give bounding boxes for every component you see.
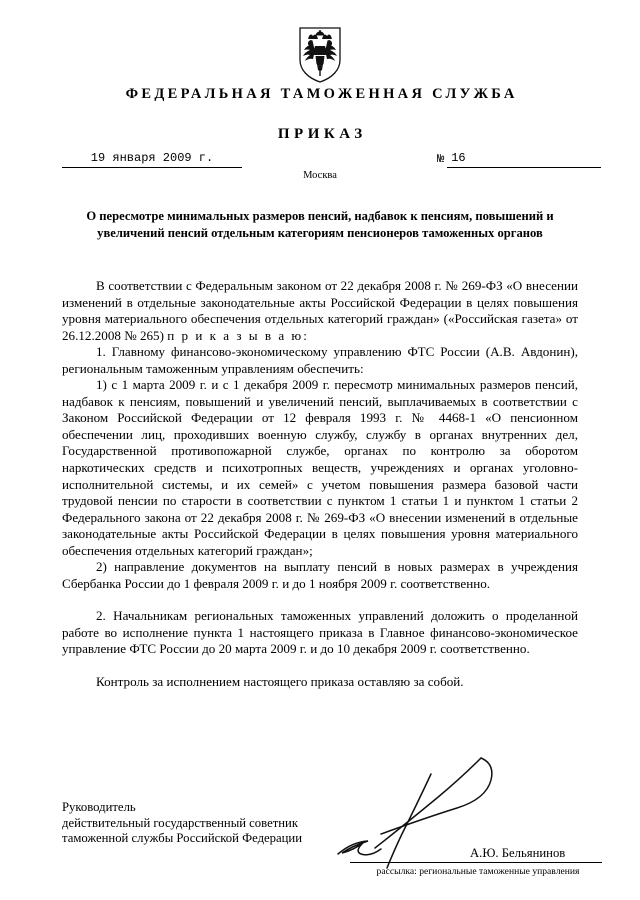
- document-subject: О пересмотре минимальных размеров пенсий, надбавок к пенсиям, повышений и увеличений пенсий отдельным категориям пенсионеров таможенных органов: [86, 209, 554, 240]
- order-verb: п р и к а з ы в а ю:: [167, 327, 309, 343]
- document-kind-heading: ПРИКАЗ: [277, 126, 367, 142]
- signature-line-2: действительный государственный советник: [62, 815, 298, 830]
- document-number-block: [437, 151, 601, 168]
- paragraph-item-1-2: 2) направление документов на выплату пенсий в новых размерах в учреждения Сбербанка России до 1 февраля 2009 г. и до 1 ноября 2009 г. соответственно.: [62, 559, 578, 591]
- paragraph-gap: [62, 592, 578, 608]
- number-sign: №: [437, 152, 445, 166]
- document-body: [62, 278, 578, 691]
- city-label: Москва: [303, 170, 337, 181]
- russian-coat-of-arms-icon: [296, 26, 344, 84]
- paragraph-item-1: 1. Главному финансово-экономическому управлению ФТС России (А.В. Авдонин), региональным таможенным управлениям обеспечить:: [62, 344, 578, 376]
- paragraph-control: Контроль за исполнением настоящего приказа оставляю за собой.: [96, 674, 464, 690]
- paragraph-gap-2: [62, 658, 578, 674]
- document-date: 19 января 2009 г.: [62, 151, 242, 168]
- signature-block: [62, 800, 302, 847]
- signatory-name: А.Ю. Бельянинов: [470, 846, 566, 860]
- paragraph-preamble: [62, 278, 578, 344]
- preamble-text: В соответствии с Федеральным законом от 22 декабря 2008 г. № 269-ФЗ «О внесении изменений в отдельные законодательные акты Российской Федерации в целях повышения уровня материального обеспечения отдельных категорий граждан» («Российская газета» от 26.12.2008 № 265): [62, 278, 578, 343]
- document-number: 16: [447, 151, 601, 168]
- organization-title: ФЕДЕРАЛЬНАЯ ТАМОЖЕННАЯ СЛУЖБА: [125, 86, 518, 102]
- footer-divider: [350, 862, 602, 863]
- distribution-note: рассылка: региональные таможенные управления: [376, 866, 580, 877]
- paragraph-item-2: 2. Начальникам региональных таможенных управлений доложить о проделанной работе во исполнение пункта 1 настоящего приказа в Главное финансово-экономическое управление ФТС России до 20 марта 2009 г. и до 10 декабря 2009 г. соответственно.: [62, 608, 578, 657]
- paragraph-item-1-1: 1) с 1 марта 2009 г. и с 1 декабря 2009 г. пересмотр минимальных размеров пенсий, надбавок к пенсиям, повышений и увеличений пенсий, выплачиваемых в соответствии с Законом Российской Федерации от 12 февраля 1993 г. № 4468-1 «О пенсионном обеспечении лиц, проходивших военную службу, службу в органах внутренних дел, Государственной противопожарной службе, органах по контролю за оборотом наркотических средств и психотропных веществ, учреждениях и органах уголовно-исполнительной системы, и их семей» с учетом повышения размера базовой части трудовой пенсии по старости в соответствии с пунктом 1 статьи 1 и пунктом 1 статьи 2 Федерального закона от 22 декабря 2008 г. № 269-ФЗ «О внесении изменений в отдельные законодательные акты Российской Федерации в целях повышения уровня материального обеспечения отдельных категорий граждан»;: [62, 377, 578, 558]
- signature-line-1: Руководитель: [62, 800, 136, 814]
- coat-of-arms-container: [0, 26, 640, 89]
- signature-line-3: таможенной службы Российской Федерации: [62, 831, 303, 846]
